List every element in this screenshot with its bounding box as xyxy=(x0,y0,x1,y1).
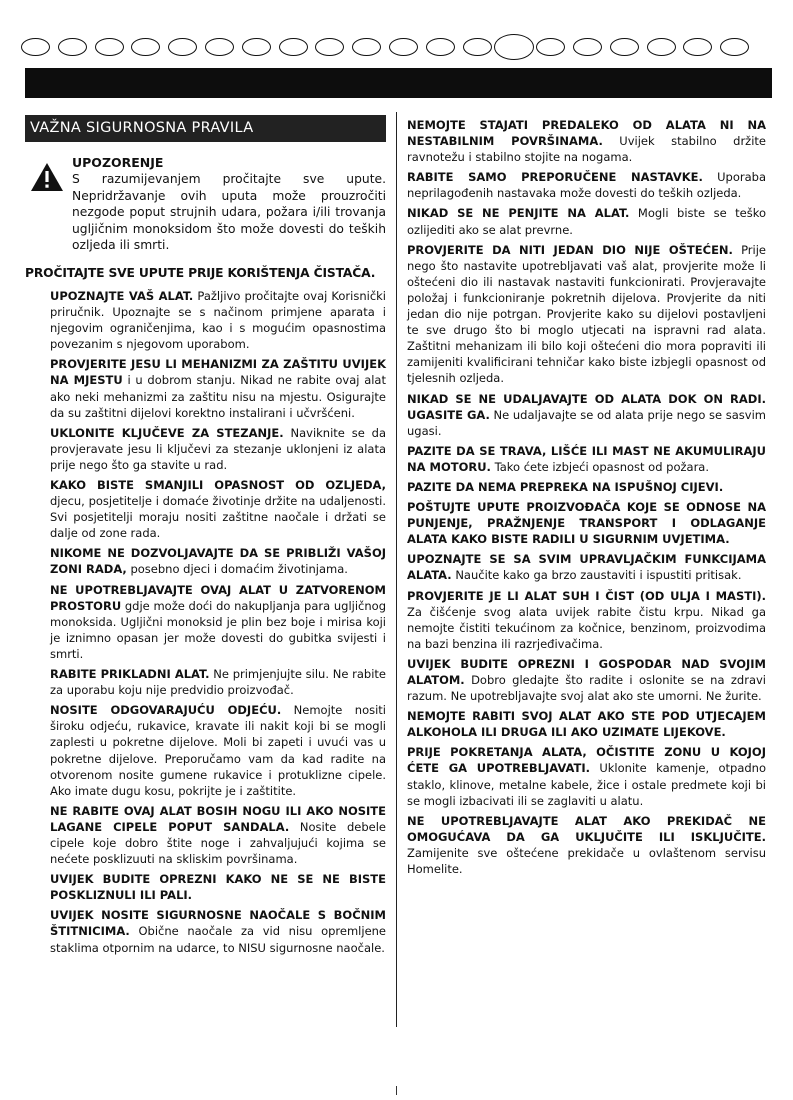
safety-rule xyxy=(25,666,386,698)
warning-triangle-icon xyxy=(30,162,64,192)
rule-title: NIKAD SE NE PENJITE NA ALAT. xyxy=(407,206,630,221)
right-rules-list xyxy=(407,117,766,877)
rule-text: Mogli biste se teško ozlijediti ako se alat prevrne. xyxy=(407,206,766,237)
oval-marker xyxy=(95,38,124,56)
safety-rule xyxy=(25,582,386,662)
rule-title: NIKOME NE DOZVOLJAVAJTE DA SE PRIBLIŽI VAŠOJ ZONI RADA, xyxy=(50,546,386,577)
safety-rule xyxy=(407,588,766,652)
oval-marker xyxy=(683,38,712,56)
rule-text: Obične naočale za vid nisu opremljene staklima otpornim na udarce, to NISU sigurnosne naočale. xyxy=(50,924,387,955)
safety-rule xyxy=(407,479,766,495)
header-bar xyxy=(25,68,772,98)
rule-title: NE UPOTREBLJAVAJTE ALAT AKO PREKIDAČ NE OMOGUĆAVA DA GA UKLJUČITE ILI ISKLJUČITE. xyxy=(407,813,766,844)
safety-rule xyxy=(407,117,766,165)
oval-marker xyxy=(389,38,418,56)
rule-title: NE UPOTREBLJAVAJTE OVAJ ALAT U ZATVORENOM PROSTORU xyxy=(50,582,386,613)
rule-title: RABITE SAMO PREPORUČENE NASTAVKE. xyxy=(407,170,703,185)
rule-title: PRIJE POKRETANJA ALATA, OČISTITE ZONU U KOJOJ ĆETE GA UPOTREBLJAVATI. xyxy=(407,745,766,776)
oval-marker xyxy=(352,38,381,56)
safety-rule xyxy=(407,744,766,808)
rule-title: RABITE PRIKLADNI ALAT. xyxy=(50,667,210,682)
column-divider xyxy=(396,112,397,1027)
oval-marker xyxy=(536,38,565,56)
right-column xyxy=(407,117,766,881)
oval-marker xyxy=(315,38,344,56)
rule-title: NEMOJTE RABITI SVOJ ALAT AKO STE POD UTJECAJEM ALKOHOLA ILI DRUGA ILI AKO UZIMATE LIJEKOVE. xyxy=(407,709,766,740)
safety-rule xyxy=(25,425,386,473)
rule-title: PROVJERITE JESU LI MEHANIZMI ZA ZAŠTITU UVIJEK NA MJESTU xyxy=(50,357,386,388)
safety-rule xyxy=(407,169,766,201)
rule-title: UVIJEK NOSITE SIGURNOSNE NAOČALE S BOČNIM ŠTITNICIMA. xyxy=(50,908,386,939)
rule-text: Ne primjenjujte silu. Ne rabite za uporabu koju nije predvidio proizvođač. xyxy=(50,667,387,698)
safety-rule xyxy=(407,205,766,237)
rule-text: i u dobrom stanju. Nikad ne rabite ovaj alat ako neki mehanizmi za zaštitu nisu na mjestu. Osigurajte da su zaštitni dijelovi korektno instalirani i učvršćeni. xyxy=(50,373,386,420)
oval-marker xyxy=(205,38,234,56)
rule-text: gdje može doći do nakupljanja para ugljičnog monoksida. Ugljični monoksid je plin bez boje i mirisa koji je iznimno opasan jer može dovesti do gubitka svijesti i smrti. xyxy=(50,598,386,661)
safety-rule xyxy=(407,708,766,740)
language-tab-ovals xyxy=(21,36,773,60)
left-column xyxy=(25,115,386,960)
oval-marker xyxy=(131,38,160,56)
oval-marker xyxy=(647,38,676,56)
safety-rule xyxy=(407,242,766,387)
safety-rule xyxy=(407,391,766,439)
rule-title: NEMOJTE STAJATI PREDALEKO OD ALATA NI NA NESTABILNIM POVRŠINAMA. xyxy=(407,118,766,149)
rule-title: PROVJERITE DA NITI JEDAN DIO NIJE OŠTEĆEN. xyxy=(407,242,733,257)
oval-marker xyxy=(242,38,271,56)
rule-text: Prije nego što nastavite upotrebljavati vaš alat, provjerite može li oštećeni dio ili nastavak nastaviti funkcionirati. Provjeravajte položaj i funkcioniranje pokretnih dijelova. Provjerite da niti jedan dio nije potrgan. Provjerite kako su dijelovi postavljeni te sve drugo što bi moglo utjecati na ispravni rad alata. Zaštitni mehanizam ili bilo koji oštećeni dio mora popraviti ili zamijeniti kvalificirani tehničar kako biste izbjegli opasnost od tjelesnih ozljeda. xyxy=(407,242,766,386)
rule-title: UKLONITE KLJUČEVE ZA STEZANJE. xyxy=(50,425,284,440)
oval-marker xyxy=(573,38,602,56)
rule-text: Naučite kako ga brzo zaustaviti i ispustiti pritisak. xyxy=(455,568,742,583)
safety-rule xyxy=(25,545,386,577)
oval-marker xyxy=(168,38,197,56)
rule-text: Za čišćenje svog alata uvijek rabite čistu krpu. Nikad ga nemojte čistiti tekućinom za kočnice, benzinom, proizvodima na bazi benzina ili razrjeđivačima. xyxy=(407,604,766,651)
rule-text: Nosite debele cipele koje dobro štite noge i zahvaljujući kojima se nećete posklizuuti na skliskim površinama. xyxy=(50,819,387,867)
rule-title: KAKO BISTE SMANJILI OPASNOST OD OZLJEDA, xyxy=(50,478,386,492)
oval-marker xyxy=(21,38,50,56)
rule-title: PAZITE DA SE TRAVA, LIŠĆE ILI MAST NE AKUMULIRAJU NA MOTORU. xyxy=(407,443,766,474)
rule-text: Ne udaljavajte se od alata prije nego se sasvim ugasi. xyxy=(407,407,766,438)
rule-text: Uvijek stabilno držite ravnotežu i stabilno stojite na nogama. xyxy=(407,134,766,165)
rule-text: Uklonite kamenje, otpadno staklo, klinove, metalne kabele, žice i ostale predmete koji bi se mogli izbacivati ili se zaglaviti u alatu. xyxy=(407,761,766,808)
rule-text: djecu, posjetitelje i domaće životinje držite na udaljenosti. Svi posjetitelji moraju nositi zaštitne naočale i držati se dalje od zone rada. xyxy=(50,494,386,541)
rule-title: UPOZNAJTE SE SA SVIM UPRAVLJAČKIM FUNKCIJAMA ALATA. xyxy=(407,552,766,583)
rule-text: Naviknite se da provjeravate jesu li ključevi za stezanje uklonjeni iz alata prije nego što ga stavite u rad. xyxy=(50,425,386,472)
warning-body xyxy=(72,154,386,254)
safety-rule xyxy=(25,871,386,903)
rule-text: Dobro gledajte što radite i oslonite se na zdravi razum. Ne upotrebljavajte svoj alat ako ste umorni. Ne žurite. xyxy=(407,673,766,704)
safety-rule xyxy=(25,702,386,799)
safety-rule xyxy=(25,288,386,352)
warning-title: UPOZORENJE xyxy=(72,155,164,170)
page-marker xyxy=(396,1086,397,1095)
safety-rule xyxy=(407,813,766,877)
rule-title: NIKAD SE NE UDALJAVAJTE OD ALATA DOK ON RADI. UGASITE GA. xyxy=(407,391,766,422)
rule-text: Pažljivo pročitajte ovaj Korisnički priručnik. Upoznajte se s načinom primjene aparata i njegovim ograničenjima, kao i s mogućim opasnostima povezanim s njegovom uporabom. xyxy=(50,288,386,352)
safety-rule xyxy=(25,907,386,955)
rule-title: UVIJEK BUDITE OPREZNI I GOSPODAR NAD SVOJIM ALATOM. xyxy=(407,656,766,687)
rule-text: Tako ćete izbjeći opasnost od požara. xyxy=(494,459,710,474)
safety-rule xyxy=(25,803,386,867)
warning-block xyxy=(25,154,386,254)
rule-title: POŠTUJTE UPUTE PROIZVOĐAČA KOJE SE ODNOSE NA PUNJENJE, PRAŽNJENJE TRANSPORT I ODLAGANJE ALATA KAKO BISTE RADILI U SIGURNIM UVJETIMA. xyxy=(407,500,766,547)
left-rules-list xyxy=(25,288,386,956)
section-title: VAŽNA SIGURNOSNA PRAVILA xyxy=(25,115,386,142)
rule-title: PAZITE DA NEMA PREPREKA NA ISPUŠNOJ CIJEVI. xyxy=(407,479,724,494)
safety-rule xyxy=(407,656,766,704)
oval-marker xyxy=(463,38,492,56)
rule-text: Zamijenite sve oštećene prekidače u ovlaštenom servisu Homelite. xyxy=(407,845,766,877)
rule-title: PROVJERITE JE LI ALAT SUH I ČIST (OD ULJA I MASTI). xyxy=(407,588,766,603)
safety-rule xyxy=(25,477,386,541)
safety-rule xyxy=(407,551,766,583)
rule-title: NE RABITE OVAJ ALAT BOSIH NOGU ILI AKO NOSITE LAGANE CIPELE POPUT SANDALA. xyxy=(50,803,386,834)
rule-title: UPOZNAJTE VAŠ ALAT. xyxy=(50,288,194,303)
rule-text: Nemojte nositi široku odjeću, rukavice, kravate ili nakit koji bi se mogli zaplesti u pokretne dijelove. Moli bi zapeti i uvući vas u pokretne dijelove. Preporučamo vam da kad radite na otvorenom nosite gumene rukavice i protuklizne cipele. Ako imate dugu kosu, pokrijte je i zaštitite. xyxy=(50,703,386,798)
rule-title: NOSITE ODGOVARAJUĆU ODJEĆU. xyxy=(50,703,282,718)
oval-marker xyxy=(58,38,87,56)
oval-marker xyxy=(426,38,455,56)
rule-title: UVIJEK BUDITE OPREZNI KAKO NE SE NE BISTE POSKLIZNULI ILI PALI. xyxy=(50,872,386,903)
safety-rule xyxy=(25,356,386,420)
oval-marker xyxy=(720,38,749,56)
oval-marker xyxy=(279,38,308,56)
safety-rule xyxy=(407,443,766,475)
oval-marker xyxy=(610,38,639,56)
rule-text: Uporaba neprilagođenih nastavaka može dovesti do teških ozljeda. xyxy=(407,170,767,201)
safety-rule xyxy=(407,499,766,547)
main-instruction: PROČITAJTE SVE UPUTE PRIJE KORIŠTENJA ČISTAČA. xyxy=(25,265,376,280)
warning-text: S razumijevanjem pročitajte sve upute. Nepridržavanje ovih uputa može prouzročiti nezgode poput strujnih udara, požara i/ili trovanja ugljičnim monoksidom što može dovesti do teških ozljeda ili smrti. xyxy=(72,172,386,253)
rule-text: posebno djeci i domaćim životinjama. xyxy=(130,562,348,577)
oval-marker-active xyxy=(494,34,534,60)
